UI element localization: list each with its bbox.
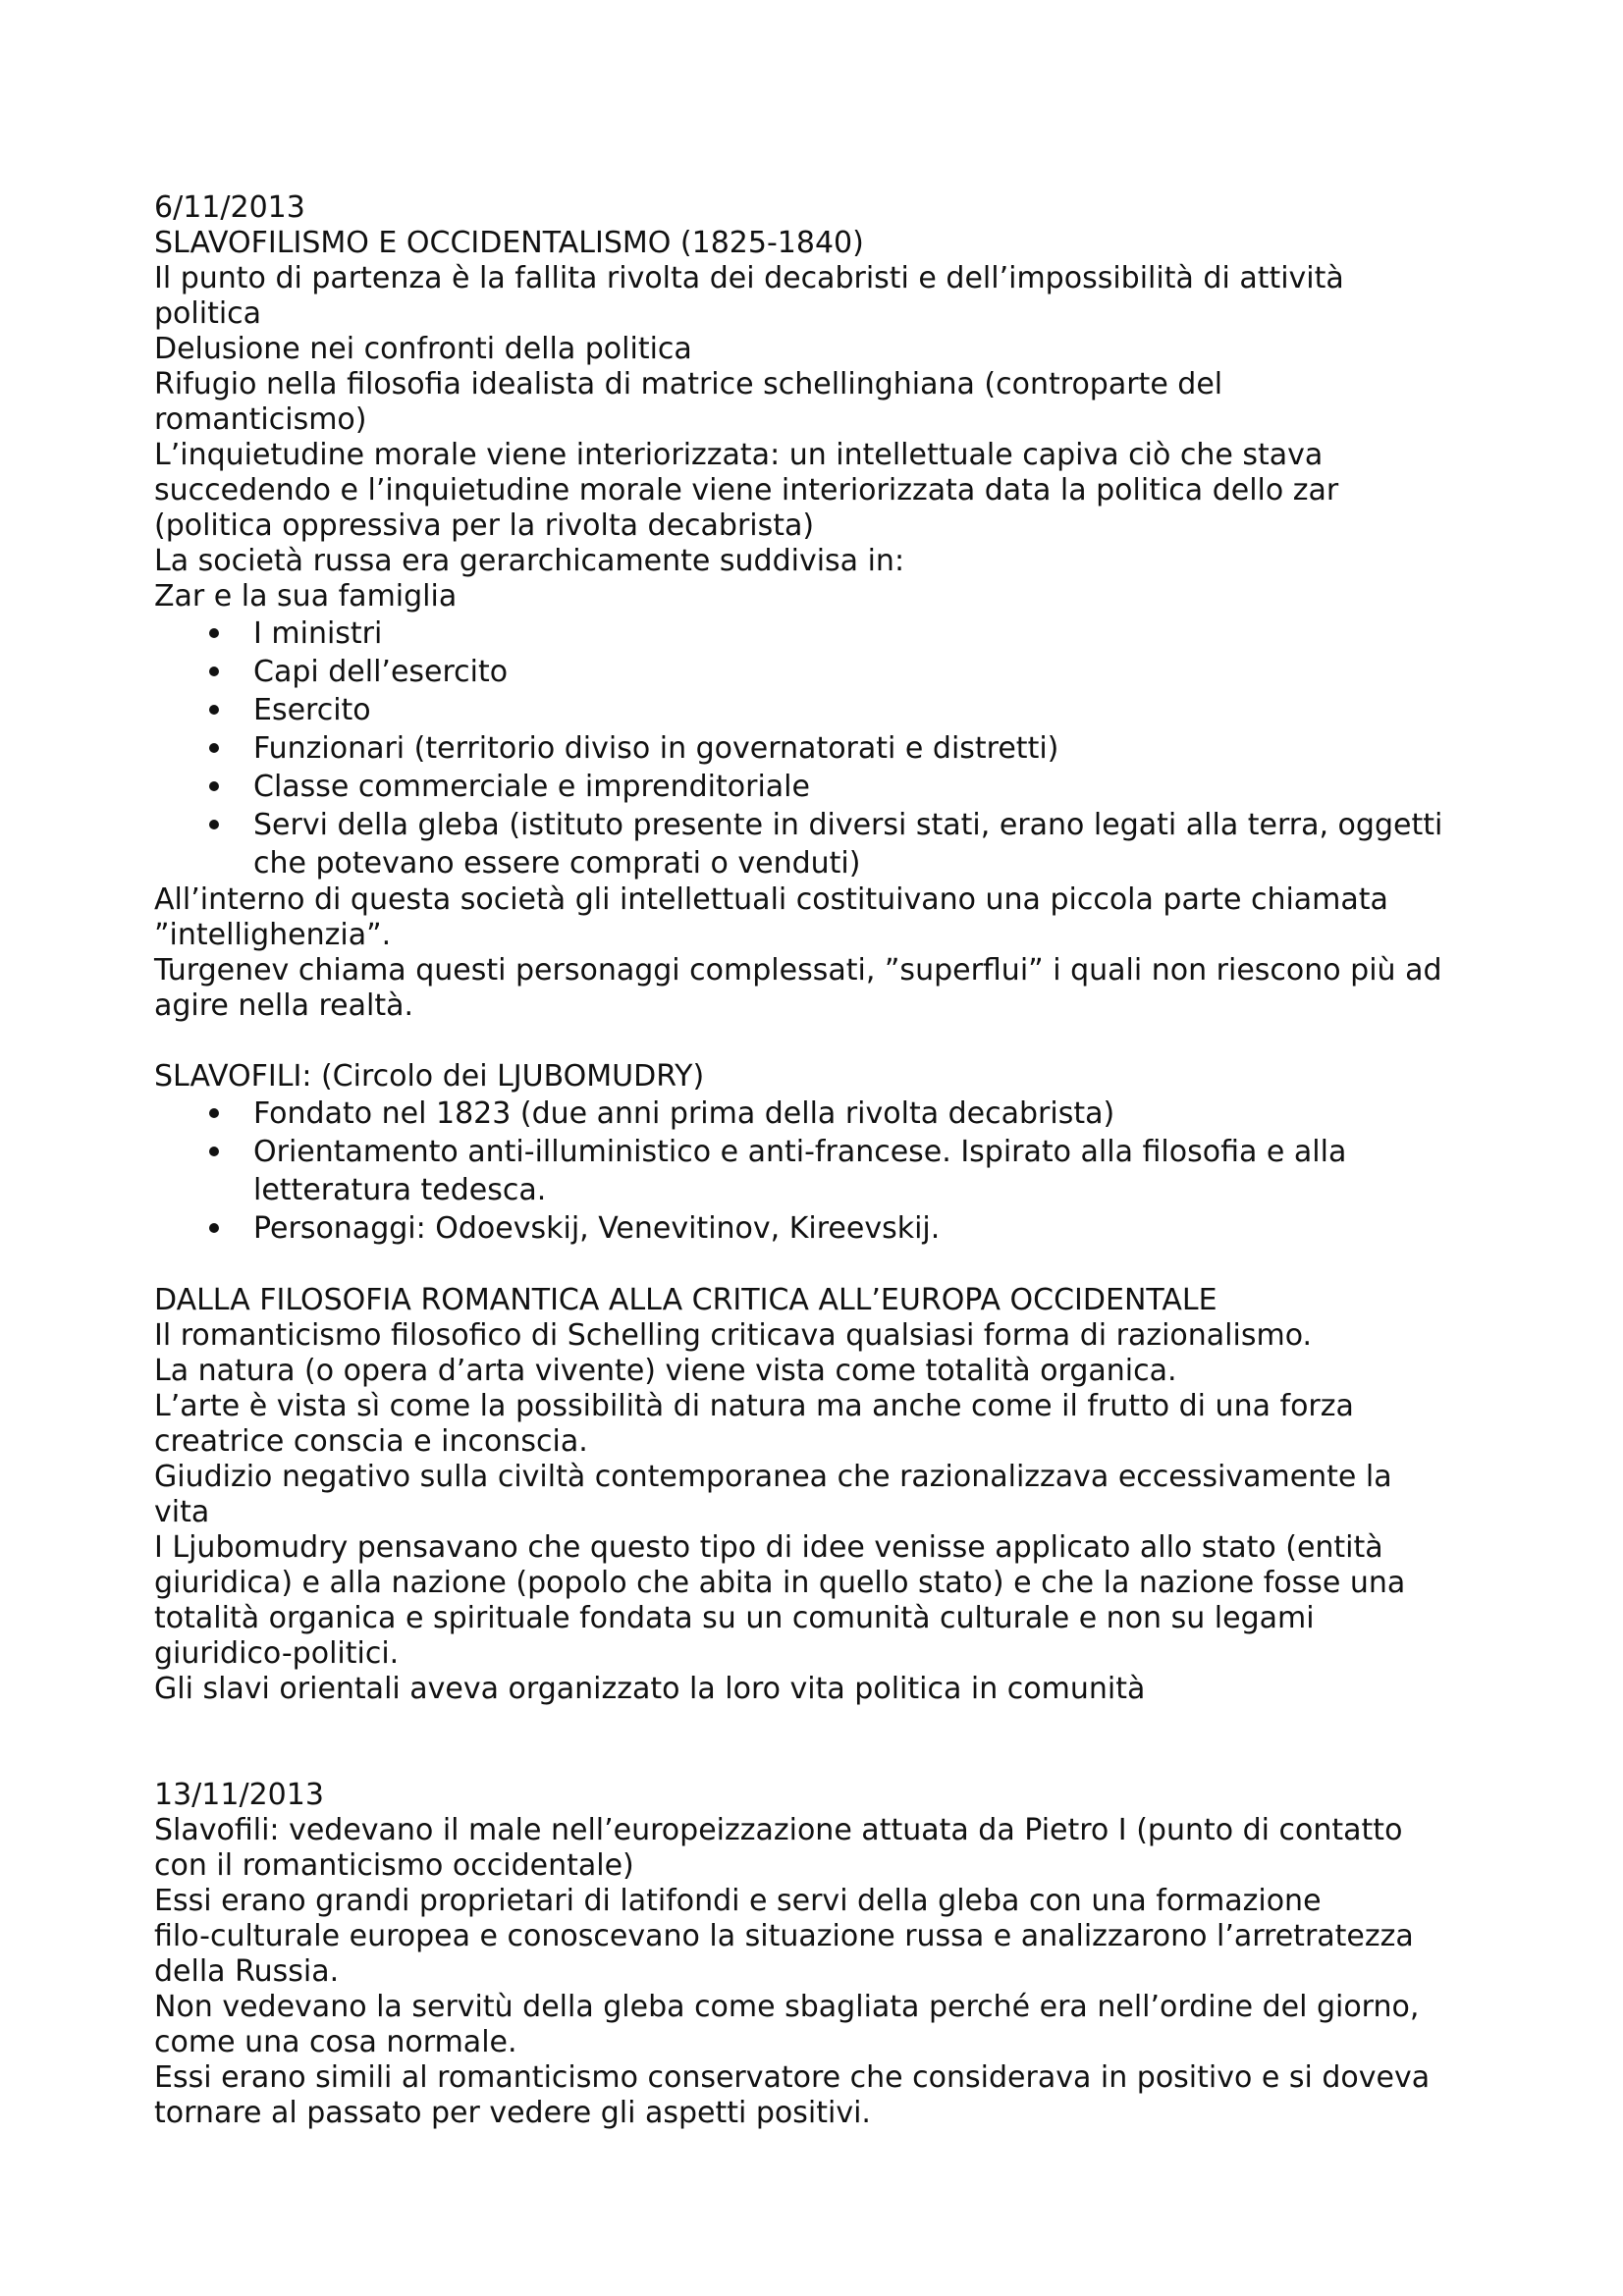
text-line: Essi erano simili al romanticismo conservatore che considerava in positivo e si doveva <box>154 2060 1431 2095</box>
bullet-icon <box>209 781 219 791</box>
document-page <box>154 190 1489 2131</box>
text-line: Gli slavi orientali aveva organizzato la loro vita politica in comunità <box>154 1672 1146 1706</box>
spacer <box>154 1024 1489 1059</box>
list-item: Classe commerciale e imprenditoriale <box>154 768 1489 806</box>
text-line: politica <box>154 296 262 331</box>
bullet-icon <box>209 820 219 829</box>
text-line: I Ljubomudry pensavano che questo tipo di idee venisse applicato allo stato (entità <box>154 1530 1383 1565</box>
text-line: succedendo e l’inquietudine morale viene interiorizzata data la politica dello zar <box>154 473 1339 507</box>
text-line: vita <box>154 1495 210 1529</box>
bullet-icon <box>209 743 219 753</box>
text-line: giuridico-politici. <box>154 1636 400 1671</box>
date-heading: 13/11/2013 <box>154 1778 324 1812</box>
text-line: creatrice conscia e inconscia. <box>154 1424 588 1459</box>
section-title: SLAVOFILI: (Circolo dei LJUBOMUDRY) <box>154 1059 705 1094</box>
text-line: La natura (o opera d’arta vivente) viene vista come totalità organica. <box>154 1354 1177 1388</box>
text-line: L’arte è vista sì come la possibilità di natura ma anche come il frutto di una forza <box>154 1389 1354 1423</box>
text-line: agire nella realtà. <box>154 988 414 1023</box>
text-line: L’inquietudine morale viene interiorizzata: un intellettuale capiva ciò che stava <box>154 438 1324 472</box>
list-item: Servi della gleba (istituto presente in diversi stati, erano legati alla terra, oggetti che potevano essere comprati o venduti) <box>154 806 1489 882</box>
text-line: tornare al passato per vedere gli aspetti positivi. <box>154 2096 871 2130</box>
date-heading: 6/11/2013 <box>154 190 305 225</box>
text-line: della Russia. <box>154 1954 340 1989</box>
text-line: giuridica) e alla nazione (popolo che abita in quello stato) e che la nazione fosse una <box>154 1566 1406 1600</box>
text-line: totalità organica e spirituale fondata su un comunità culturale e non su legami <box>154 1601 1315 1635</box>
text-line: Delusione nei confronti della politica <box>154 332 692 366</box>
list-item: Personaggi: Odoevskij, Venevitinov, Kireevskij. <box>154 1209 1489 1248</box>
section-slavofilismo <box>154 190 1489 1024</box>
text-line: romanticismo) <box>154 402 367 437</box>
text-line: Essi erano grandi proprietari di latifondi e servi della gleba con una formazione <box>154 1884 1322 1918</box>
list-item: Fondato nel 1823 (due anni prima della rivolta decabrista) <box>154 1095 1489 1133</box>
text-line: Giudizio negativo sulla civiltà contemporanea che razionalizzava eccessivamente la <box>154 1460 1392 1494</box>
society-hierarchy-list <box>154 614 1489 882</box>
text-line: All’interno di questa società gli intellettuali costituivano una piccola parte chiamata <box>154 882 1388 917</box>
text-line: Non vedevano la servitù della gleba come sbagliata perché era nell’ordine del giorno, <box>154 1990 1420 2024</box>
text-line: (politica oppressiva per la rivolta decabrista) <box>154 508 815 543</box>
text-line: La società russa era gerarchicamente suddivisa in: <box>154 544 905 578</box>
list-item: Funzionari (territorio diviso in governatorati e distretti) <box>154 729 1489 768</box>
text-line: Turgenev chiama questi personaggi complessati, ”superflui” i quali non riescono più ad <box>154 953 1442 988</box>
section-slavofili <box>154 1059 1489 1248</box>
text-line: filo-culturale europea e conoscevano la situazione russa e analizzarono l’arretratezza <box>154 1919 1414 1953</box>
section-title: SLAVOFILISMO E OCCIDENTALISMO (1825-1840) <box>154 226 864 260</box>
bullet-icon <box>209 705 219 715</box>
spacer <box>154 1248 1489 1283</box>
bullet-icon <box>209 1223 219 1233</box>
text-line: con il romanticismo occidentale) <box>154 1848 634 1883</box>
text-line: Rifugio nella filosofia idealista di matrice schellinghiana (controparte del <box>154 367 1223 401</box>
section-filosofia-romantica <box>154 1283 1489 1707</box>
section-title: DALLA FILOSOFIA ROMANTICA ALLA CRITICA ALL’EUROPA OCCIDENTALE <box>154 1283 1217 1317</box>
text-line: Zar e la sua famiglia <box>154 579 458 614</box>
text-line: Slavofili: vedevano il male nell’europeizzazione attuata da Pietro I (punto di contatto <box>154 1813 1403 1847</box>
bullet-icon <box>209 628 219 638</box>
list-item: I ministri <box>154 614 1489 653</box>
text-line: Il romanticismo filosofico di Schelling criticava qualsiasi forma di razionalismo. <box>154 1318 1313 1353</box>
list-item: Orientamento anti-illuministico e anti-francese. Ispirato alla filosofia e alla letteratura tedesca. <box>154 1133 1489 1209</box>
bullet-icon <box>209 1108 219 1118</box>
text-line: come una cosa normale. <box>154 2025 517 2059</box>
slavofili-list <box>154 1095 1489 1248</box>
text-line: ”intellighenzia”. <box>154 918 392 952</box>
text-line: Il punto di partenza è la fallita rivolta dei decabristi e dell’impossibilità di attività <box>154 261 1344 295</box>
bullet-icon <box>209 667 219 676</box>
list-item: Esercito <box>154 691 1489 729</box>
list-item: Capi dell’esercito <box>154 653 1489 691</box>
section-lesson-13-11 <box>154 1778 1489 2131</box>
spacer <box>154 1707 1489 1778</box>
bullet-icon <box>209 1147 219 1156</box>
